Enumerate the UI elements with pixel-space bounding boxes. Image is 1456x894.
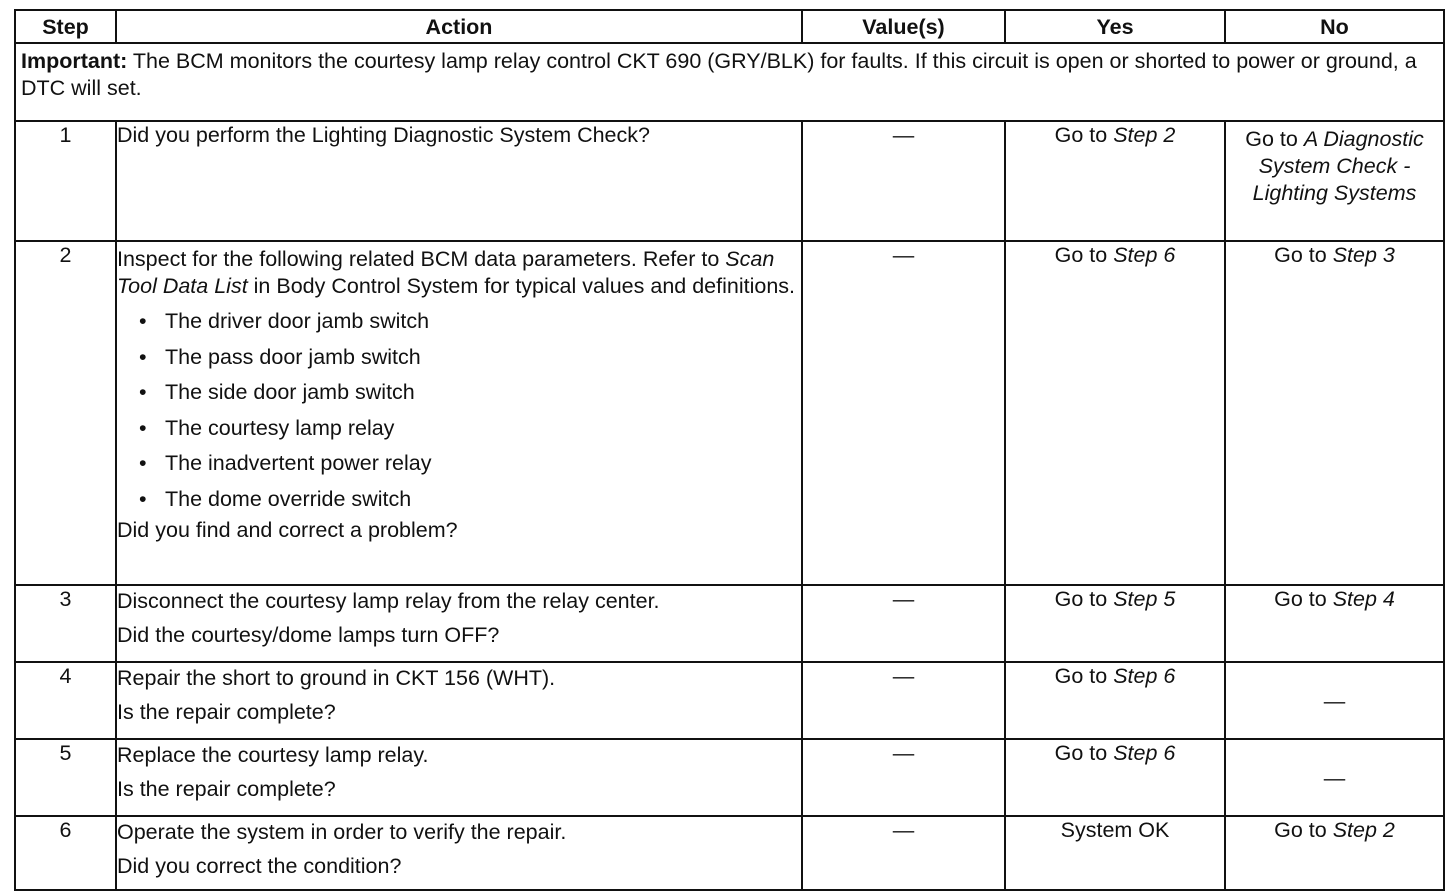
step-no xyxy=(1225,662,1444,739)
no-step-ref: Step 4 xyxy=(1332,587,1395,611)
header-row xyxy=(15,10,1444,43)
step-value xyxy=(802,816,1005,890)
list-item xyxy=(139,411,801,447)
step-number: 3 xyxy=(15,585,116,662)
intro-text-1: Inspect for the following related BCM data parameters. Refer to xyxy=(117,247,726,271)
step-no xyxy=(1225,585,1444,662)
step-action xyxy=(116,662,802,739)
diagnostic-table-container xyxy=(14,9,1445,891)
action-question: Did you perform the Lighting Diagnostic System Check? xyxy=(117,123,650,147)
table-row xyxy=(15,816,1444,890)
important-label: Important: xyxy=(21,49,128,73)
value-dash: — xyxy=(892,664,915,688)
action-question: Did the courtesy/dome lamps turn OFF? xyxy=(117,623,500,647)
no-prefix: Go to xyxy=(1274,243,1333,267)
list-item-text: The side door jamb switch xyxy=(165,380,415,404)
table-row xyxy=(15,662,1444,739)
table-row xyxy=(15,121,1444,241)
intro-reference: Scan Tool Data List xyxy=(117,247,775,298)
step-yes xyxy=(1005,739,1225,816)
step-yes xyxy=(1005,662,1225,739)
step-number: 6 xyxy=(15,816,116,890)
bullet-icon: • xyxy=(139,344,147,369)
value-dash: — xyxy=(892,243,915,267)
step-action xyxy=(116,121,802,241)
list-item-text: The courtesy lamp relay xyxy=(165,415,395,440)
step-no xyxy=(1225,816,1444,890)
no-prefix: Go to xyxy=(1274,818,1333,842)
yes-prefix: Go to xyxy=(1054,243,1114,267)
step-yes xyxy=(1005,121,1225,241)
step-value xyxy=(802,662,1005,739)
step-no xyxy=(1225,121,1444,241)
header-no: No xyxy=(1225,10,1444,43)
value-dash: — xyxy=(892,741,915,765)
action-instruction: Repair the short to ground in CKT 156 (WHT). xyxy=(117,666,556,690)
action-question: Did you correct the condition? xyxy=(117,854,402,878)
action-instruction: Operate the system in order to verify the repair. xyxy=(117,820,567,844)
no-dash: — xyxy=(1323,688,1346,713)
yes-prefix: Go to xyxy=(1054,123,1114,147)
list-item xyxy=(139,446,801,482)
bullet-icon: • xyxy=(139,380,147,404)
no-prefix: Go to xyxy=(1274,587,1333,611)
header-step: Step xyxy=(15,10,116,43)
no-dash: — xyxy=(1323,765,1346,790)
list-item xyxy=(139,340,801,376)
step-number: 5 xyxy=(15,739,116,816)
yes-prefix: Go to xyxy=(1054,741,1114,765)
yes-step-ref: Step 6 xyxy=(1113,664,1176,688)
no-prefix: Go to xyxy=(1245,127,1304,151)
step-number: 4 xyxy=(15,662,116,739)
list-item xyxy=(139,482,801,518)
value-dash: — xyxy=(892,818,915,842)
list-item xyxy=(139,304,801,340)
parameter-list xyxy=(117,304,801,517)
important-note-row xyxy=(15,43,1444,121)
step-action xyxy=(116,739,802,816)
action-instruction: Disconnect the courtesy lamp relay from the relay center. xyxy=(117,589,660,613)
action-question: Did you find and correct a problem? xyxy=(117,518,458,542)
table-row xyxy=(15,241,1444,585)
intro-text-2: in Body Control System for typical values and definitions. xyxy=(247,274,795,298)
step-no xyxy=(1225,241,1444,585)
step-value xyxy=(802,585,1005,662)
bullet-icon: • xyxy=(139,486,147,511)
step-action xyxy=(116,585,802,662)
step-no xyxy=(1225,739,1444,816)
step-yes xyxy=(1005,241,1225,585)
list-item-text: The dome override switch xyxy=(165,486,412,511)
important-note xyxy=(15,43,1444,121)
step-yes xyxy=(1005,585,1225,662)
diagnostic-table xyxy=(14,9,1445,891)
step-action xyxy=(116,816,802,890)
action-question: Is the repair complete? xyxy=(117,777,336,801)
yes-step-ref: Step 6 xyxy=(1113,741,1176,765)
header-action: Action xyxy=(116,10,802,43)
step-number: 2 xyxy=(15,241,116,585)
bullet-icon: • xyxy=(139,309,147,333)
header-values: Value(s) xyxy=(802,10,1005,43)
list-item-text: The driver door jamb switch xyxy=(165,309,430,333)
no-step-ref: A Diagnostic System Check - Lighting Systems xyxy=(1252,127,1424,205)
step-value xyxy=(802,121,1005,241)
step-action xyxy=(116,241,802,585)
step-number: 1 xyxy=(15,121,116,241)
yes-step-ref: Step 5 xyxy=(1113,587,1176,611)
list-item-text: The inadvertent power relay xyxy=(165,451,432,475)
yes-step-ref: Step 2 xyxy=(1113,123,1176,147)
action-instruction: Replace the courtesy lamp relay. xyxy=(117,743,429,767)
bullet-icon: • xyxy=(139,415,147,440)
table-row xyxy=(15,585,1444,662)
no-step-ref: Step 3 xyxy=(1332,243,1395,267)
list-item-text: The pass door jamb switch xyxy=(165,344,421,369)
no-step-ref: Step 2 xyxy=(1332,818,1395,842)
bullet-icon: • xyxy=(139,451,147,475)
step-yes: System OK xyxy=(1005,816,1225,890)
yes-prefix: Go to xyxy=(1054,664,1114,688)
table-row xyxy=(15,739,1444,816)
value-dash: — xyxy=(892,587,915,611)
action-intro xyxy=(117,246,801,300)
step-value xyxy=(802,739,1005,816)
list-item xyxy=(139,375,801,411)
yes-step-ref: Step 6 xyxy=(1113,243,1176,267)
action-question: Is the repair complete? xyxy=(117,700,336,724)
step-value xyxy=(802,241,1005,585)
value-dash: — xyxy=(892,123,915,147)
yes-prefix: Go to xyxy=(1054,587,1114,611)
header-yes: Yes xyxy=(1005,10,1225,43)
important-text: The BCM monitors the courtesy lamp relay control CKT 690 (GRY/BLK) for faults. If this circuit is open or shorted to power or ground, a DTC will set. xyxy=(21,49,1417,100)
